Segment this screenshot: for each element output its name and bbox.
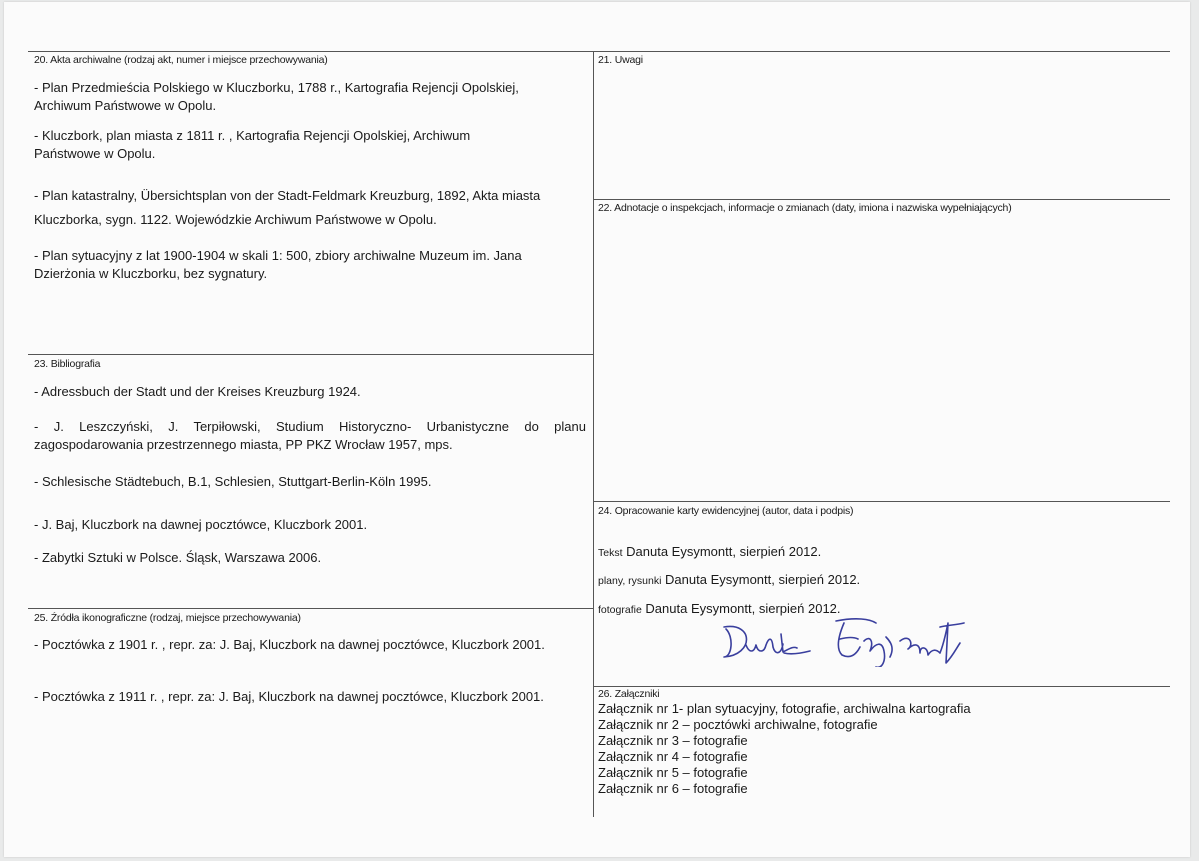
- form-sheet: [4, 2, 1190, 857]
- attachment-item-5: Załącznik nr 5 – fotografie: [598, 765, 748, 780]
- attachment-item-4: Załącznik nr 4 – fotografie: [598, 749, 748, 764]
- author-row-key: fotografie: [598, 604, 642, 616]
- bibliography-item-3: - Schlesische Städtebuch, B.1, Schlesien, Stuttgart-Berlin-Köln 1995.: [34, 474, 432, 489]
- section-23-label: 23. Bibliografia: [34, 358, 101, 370]
- bibliography-item-2: - J. Leszczyński, J. Terpiłowski, Studium Historyczno- Urbanistyczne do planu zagospodarowania przestrzennego miasta, PP PKZ Wrocław 1957, mps.: [34, 419, 586, 452]
- archive-item-1: - Plan Przedmieścia Polskiego w Kluczborku, 1788 r., Kartografia Rejencji Opolskiej, Archiwum Państwowe w Opolu.: [34, 80, 519, 113]
- rule-23-25: [28, 608, 593, 609]
- attachment-item-1: Załącznik nr 1- plan sytuacyjny, fotografie, archiwalna kartografia: [598, 701, 971, 716]
- archive-item-4: - Plan sytuacyjny z lat 1900-1904 w skali 1: 500, zbiory archiwalne Muzeum im. Jana Dzierżonia w Kluczborku, bez sygnatury.: [34, 248, 522, 281]
- bibliography-item-4: - J. Baj, Kluczbork na dawnej pocztówce, Kluczbork 2001.: [34, 517, 368, 532]
- section-24-label: 24. Opracowanie karty ewidencyjnej (autor, data i podpis): [598, 505, 854, 517]
- rule-20-23: [28, 354, 593, 355]
- attachment-item-3: Załącznik nr 3 – fotografie: [598, 733, 748, 748]
- author-row-value: Danuta Eysymontt, sierpień 2012.: [665, 572, 861, 587]
- section-26-label: 26. Załączniki: [598, 688, 660, 700]
- author-row-text: [598, 543, 821, 562]
- author-row-key: Tekst: [598, 547, 623, 559]
- author-row-key: plany, rysunki: [598, 575, 662, 587]
- archive-item-3: - Plan katastralny, Übersichtsplan von der Stadt-Feldmark Kreuzburg, 1892, Akta miasta Kluczborka, sygn. 1122. Wojewódzkie Archiwum Państwowe w Opolu.: [34, 188, 541, 227]
- archive-item-2: - Kluczbork, plan miasta z 1811 r. , Kartografia Rejencji Opolskiej, Archiwum Państwowe w Opolu.: [34, 128, 471, 161]
- author-row-value: Danuta Eysymontt, sierpień 2012.: [645, 601, 841, 616]
- bibliography-item-5: - Zabytki Sztuki w Polsce. Śląsk, Warszawa 2006.: [34, 550, 322, 565]
- bibliography-item-1: - Adressbuch der Stadt und der Kreises Kreuzburg 1924.: [34, 384, 361, 399]
- section-20-label: 20. Akta archiwalne (rodzaj akt, numer i miejsce przechowywania): [34, 54, 328, 66]
- section-21-label: 21. Uwagi: [598, 54, 643, 66]
- iconographic-item-1: - Pocztówka z 1901 r. , repr. za: J. Baj, Kluczbork na dawnej pocztówce, Kluczbork 2001.: [34, 637, 545, 652]
- column-divider: [593, 51, 594, 817]
- author-row-plans: [598, 571, 860, 590]
- author-row-value: Danuta Eysymontt, sierpień 2012.: [626, 544, 822, 559]
- rule-21-22: [593, 199, 1170, 200]
- rule-22-24: [593, 501, 1170, 502]
- iconographic-item-2: - Pocztówka z 1911 r. , repr. za: J. Baj, Kluczbork na dawnej pocztówce, Kluczbork 2001.: [34, 689, 544, 704]
- attachment-item-6: Załącznik nr 6 – fotografie: [598, 781, 748, 796]
- attachment-item-2: Załącznik nr 2 – pocztówki archiwalne, fotografie: [598, 717, 878, 732]
- handwritten-signature: [704, 607, 994, 667]
- section-22-label: 22. Adnotacje o inspekcjach, informacje o zmianach (daty, imiona i nazwiska wypełniających): [598, 202, 1012, 214]
- rule-24-26: [593, 686, 1170, 687]
- section-25-label: 25. Źródła ikonograficzne (rodzaj, miejsce przechowywania): [34, 612, 301, 624]
- top-rule: [28, 51, 1170, 52]
